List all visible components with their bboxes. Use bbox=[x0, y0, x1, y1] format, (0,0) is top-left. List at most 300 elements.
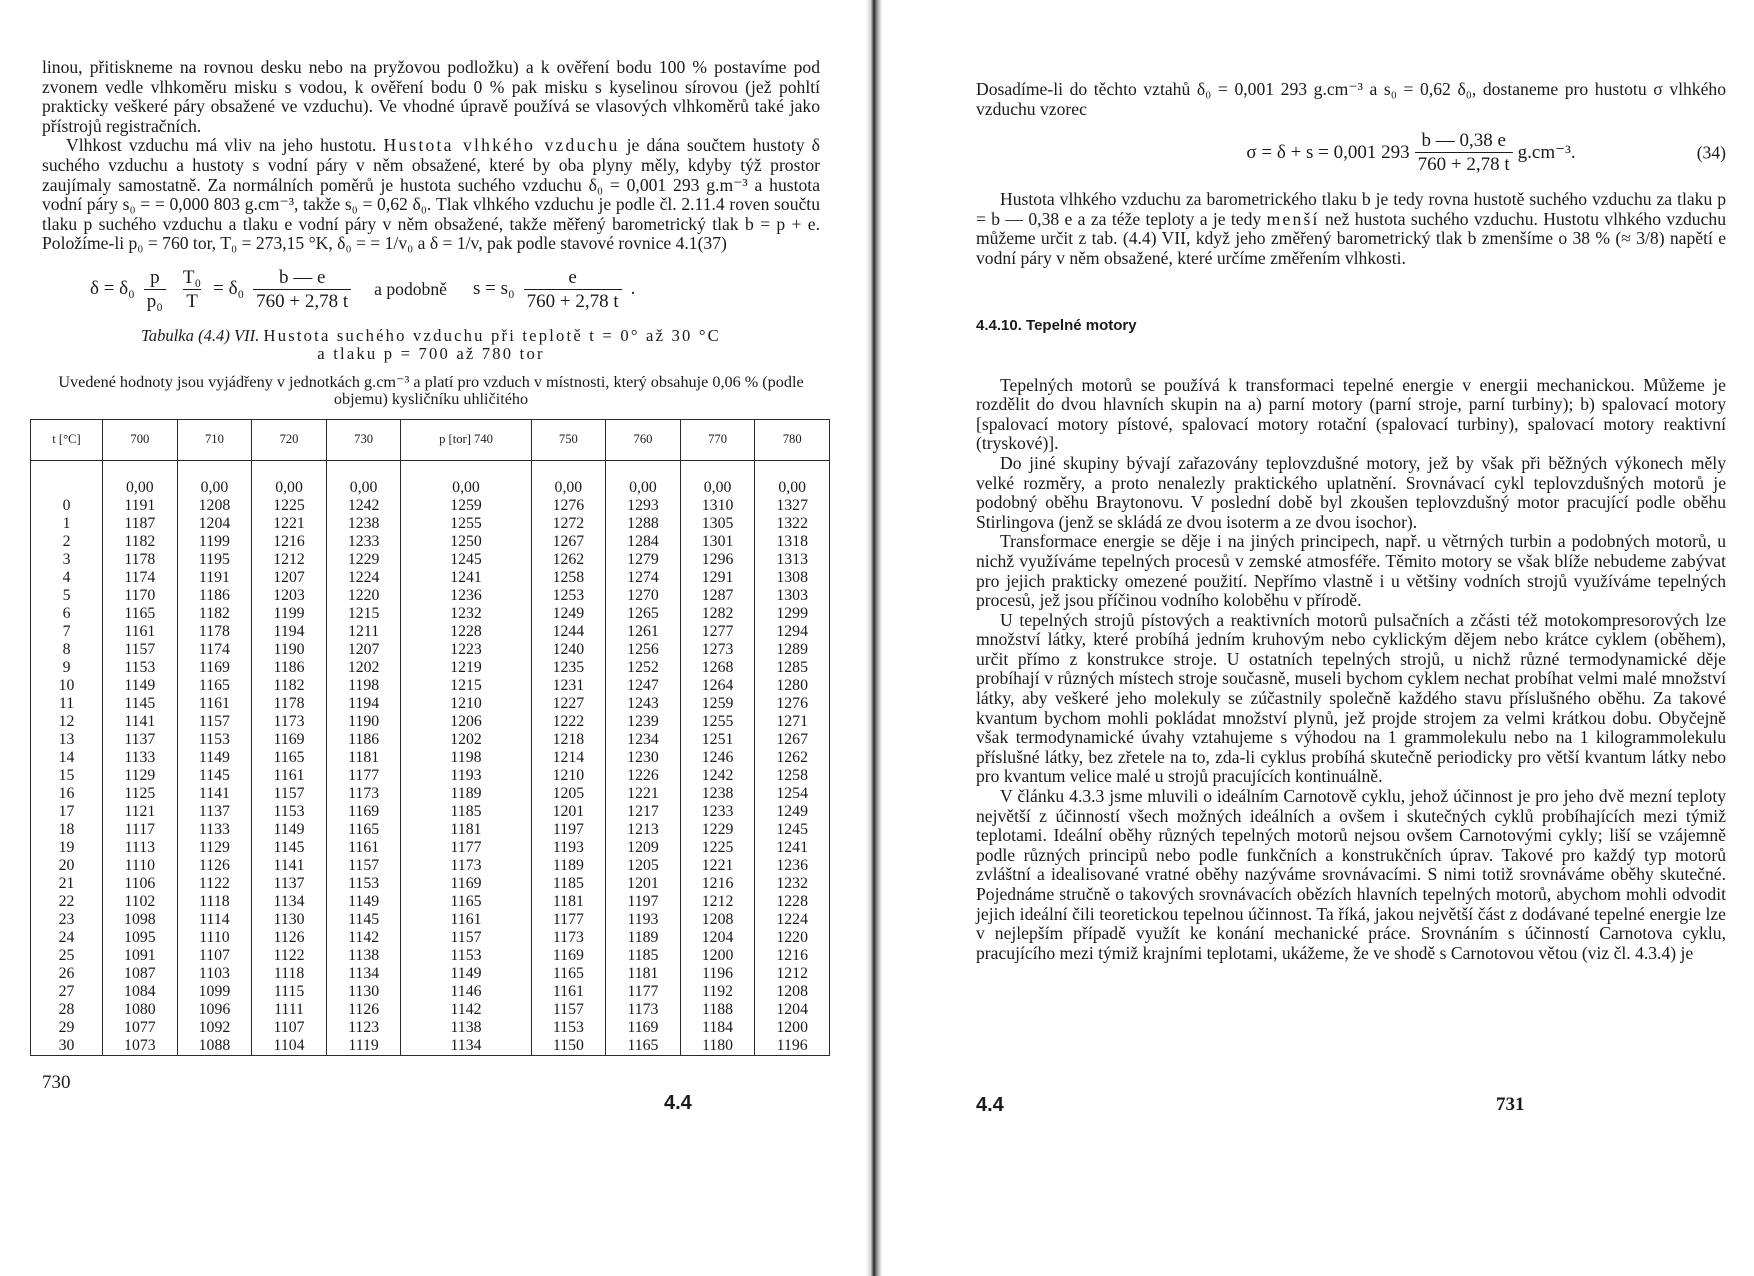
table-cell: 1294 bbox=[755, 623, 830, 641]
table-cell: 1134 bbox=[326, 965, 401, 983]
table-cell: 1169 bbox=[401, 875, 531, 893]
table-cell: 1220 bbox=[326, 587, 401, 605]
table-cell: 1165 bbox=[606, 1037, 681, 1056]
table-row bbox=[31, 929, 830, 947]
table-cell: 1254 bbox=[755, 785, 830, 803]
table-cell: 1212 bbox=[680, 893, 755, 911]
table-row bbox=[31, 677, 830, 695]
table-cell: 16 bbox=[31, 785, 103, 803]
table-prefix-cell: 0,00 bbox=[755, 460, 830, 497]
table-cell: 1186 bbox=[252, 659, 327, 677]
table-cell: 5 bbox=[31, 587, 103, 605]
section-heading: 4.4.10. Tepelné motory bbox=[976, 316, 1137, 334]
table-cell: 1229 bbox=[326, 551, 401, 569]
equation-34: σ = δ + s = 0,001 293 $\frac{b — 0,38 e}{760 + 2,78 t}$ g.cm⁻³. (34) bbox=[1246, 130, 1726, 176]
table-cell: 1088 bbox=[177, 1037, 252, 1056]
table-cell: 1241 bbox=[401, 569, 531, 587]
table-cell: 1192 bbox=[680, 983, 755, 1001]
table-cell: 1165 bbox=[252, 749, 327, 767]
table-header-cell: 710 bbox=[177, 419, 252, 460]
table-cell: 1190 bbox=[326, 713, 401, 731]
table-row bbox=[31, 533, 830, 551]
table-cell: 1113 bbox=[103, 839, 178, 857]
table-cell: 1264 bbox=[680, 677, 755, 695]
table-cell: 1157 bbox=[103, 641, 178, 659]
table-header-cell: 770 bbox=[680, 419, 755, 460]
table-cell: 1196 bbox=[755, 1037, 830, 1056]
table-cell: 1184 bbox=[680, 1019, 755, 1037]
table-cell: 1107 bbox=[177, 947, 252, 965]
table-cell: 23 bbox=[31, 911, 103, 929]
table-cell: 1301 bbox=[680, 533, 755, 551]
table-row bbox=[31, 1001, 830, 1019]
table-cell: 1217 bbox=[606, 803, 681, 821]
table-header-cell: 780 bbox=[755, 419, 830, 460]
table-cell: 1239 bbox=[606, 713, 681, 731]
right-page bbox=[884, 0, 1754, 1276]
table-cell: 1245 bbox=[755, 821, 830, 839]
table-body bbox=[31, 460, 830, 1055]
table-cell: 1174 bbox=[177, 641, 252, 659]
table-row bbox=[31, 569, 830, 587]
table-cell: 28 bbox=[31, 1001, 103, 1019]
table-cell: 1149 bbox=[401, 965, 531, 983]
spaced-term: Hustota vlhkého vzduchu bbox=[383, 135, 620, 156]
table-row bbox=[31, 551, 830, 569]
table-cell: 1233 bbox=[326, 533, 401, 551]
table-cell: 1280 bbox=[755, 677, 830, 695]
table-cell: 1204 bbox=[177, 515, 252, 533]
table-cell: 1165 bbox=[531, 965, 606, 983]
table-cell: 24 bbox=[31, 929, 103, 947]
fraction-t: $\frac{\text{T₀}}{T}$ bbox=[182, 266, 202, 312]
table-cell: 1181 bbox=[606, 965, 681, 983]
page-number-left: 730 bbox=[42, 1072, 71, 1093]
table-cell: 1169 bbox=[606, 1019, 681, 1037]
table-cell: 1310 bbox=[680, 497, 755, 515]
table-cell: 1233 bbox=[680, 803, 755, 821]
table-row bbox=[31, 641, 830, 659]
table-cell: 1077 bbox=[103, 1019, 178, 1037]
table-cell: 1133 bbox=[103, 749, 178, 767]
table-cell: 1210 bbox=[401, 695, 531, 713]
table-cell: 1122 bbox=[177, 875, 252, 893]
table-cell: 22 bbox=[31, 893, 103, 911]
table-cell: 1246 bbox=[680, 749, 755, 767]
table-cell: 1165 bbox=[103, 605, 178, 623]
table-cell: 1133 bbox=[177, 821, 252, 839]
section-mark-left: 4.4 bbox=[664, 1092, 692, 1114]
table-cell: 1174 bbox=[103, 569, 178, 587]
table-cell: 1173 bbox=[326, 785, 401, 803]
table-cell: 1211 bbox=[326, 623, 401, 641]
table-row bbox=[31, 983, 830, 1001]
table-cell: 1173 bbox=[252, 713, 327, 731]
table-cell: 1224 bbox=[326, 569, 401, 587]
table-cell: 1205 bbox=[606, 857, 681, 875]
table-row bbox=[31, 875, 830, 893]
table-cell: 1271 bbox=[755, 713, 830, 731]
table-cell: 1225 bbox=[252, 497, 327, 515]
table-cell: 1226 bbox=[606, 767, 681, 785]
table-cell: 1161 bbox=[531, 983, 606, 1001]
table-cell: 1234 bbox=[606, 731, 681, 749]
table-cell: 1221 bbox=[606, 785, 681, 803]
table-cell: 1249 bbox=[531, 605, 606, 623]
table-cell: 1274 bbox=[606, 569, 681, 587]
table-cell: 1277 bbox=[680, 623, 755, 641]
table-cell: 1194 bbox=[252, 623, 327, 641]
table-cell: 1153 bbox=[103, 659, 178, 677]
table-cell: 1215 bbox=[326, 605, 401, 623]
table-cell: 1242 bbox=[326, 497, 401, 515]
table-cell: 1262 bbox=[755, 749, 830, 767]
table-cell: 1219 bbox=[401, 659, 531, 677]
table-cell: 1169 bbox=[252, 731, 327, 749]
table-cell: 1194 bbox=[326, 695, 401, 713]
table-cell: 1111 bbox=[252, 1001, 327, 1019]
table-cell: 11 bbox=[31, 695, 103, 713]
table-cell: 1208 bbox=[680, 911, 755, 929]
table-cell: 1177 bbox=[531, 911, 606, 929]
table-cell: 1153 bbox=[177, 731, 252, 749]
table-cell: 1293 bbox=[606, 497, 681, 515]
table-cell: 1150 bbox=[531, 1037, 606, 1056]
table-cell: 1267 bbox=[755, 731, 830, 749]
table-cell: 1141 bbox=[177, 785, 252, 803]
table-cell: 1215 bbox=[401, 677, 531, 695]
table-cell: 1240 bbox=[531, 641, 606, 659]
table-cell: 1223 bbox=[401, 641, 531, 659]
paragraph-intro: Dosadíme-li do těchto vztahů δ₀ = 0,001 293 g.cm⁻³ a s₀ = 0,62 δ₀, dostaneme pro hustotu σ vlhkého vzduchu vzorec bbox=[976, 79, 1726, 119]
table-cell: 1153 bbox=[326, 875, 401, 893]
table-cell: 1178 bbox=[252, 695, 327, 713]
table-cell: 1153 bbox=[401, 947, 531, 965]
paragraph-humid-density: Hustota vlhkého vzduchu za barometrického tlaku b je tedy rovna hustotě suchého vzduchu za tlaku p = b — 0,38 e a za téže teploty a je tedy menší než hustota suchého vzduchu. Hustotu vlhkého vzduchu můžeme určit z tab. (4.4) VII, když jeho změřený barometrický tlak b zmenšíme o 38 % (≈ 3/8) napětí e vodní páry v něm obsažené, které určíme změřením vlhkosti. bbox=[976, 189, 1726, 268]
table-cell: 1118 bbox=[177, 893, 252, 911]
table-cell: 1227 bbox=[531, 695, 606, 713]
table-cell: 1230 bbox=[606, 749, 681, 767]
density-table-grid bbox=[30, 419, 830, 1056]
table-cell: 1261 bbox=[606, 623, 681, 641]
table-cell: 1206 bbox=[401, 713, 531, 731]
table-cell: 1285 bbox=[755, 659, 830, 677]
table-cell: 1208 bbox=[755, 983, 830, 1001]
table-cell: 1249 bbox=[755, 803, 830, 821]
table-cell: 1202 bbox=[326, 659, 401, 677]
table-cell: 1115 bbox=[252, 983, 327, 1001]
table-cell: 1197 bbox=[531, 821, 606, 839]
table-row bbox=[31, 893, 830, 911]
paragraph-2: Do jiné skupiny bývají zařazovány teplovzdušné motory, jež by však při běžných výkonech měly velké rozměry, a proto nenalezly praktického uplatnění. Srovnávací cykl teplovzdušných motorů je podobný oběhu Braytonovu. V poslední době byl zkoušen teplovzdušný motor pracující podle oběhu Stirlingova (jenž se skládá ze dvou isoterm a ze dvou isochor). bbox=[976, 452, 1726, 532]
table-cell: 1149 bbox=[103, 677, 178, 695]
table-cell: 1 bbox=[31, 515, 103, 533]
table-cell: 1276 bbox=[531, 497, 606, 515]
table-row bbox=[31, 821, 830, 839]
table-cell: 1121 bbox=[103, 803, 178, 821]
table-cell: 1181 bbox=[326, 749, 401, 767]
table-header-row bbox=[31, 419, 830, 460]
table-cell: 1169 bbox=[177, 659, 252, 677]
table-row bbox=[31, 731, 830, 749]
table-prefix-cell: 0,00 bbox=[606, 460, 681, 497]
table-cell: 1198 bbox=[401, 749, 531, 767]
table-cell: 1199 bbox=[177, 533, 252, 551]
table-cell: 1276 bbox=[755, 695, 830, 713]
table-cell: 1084 bbox=[103, 983, 178, 1001]
table-cell: 1327 bbox=[755, 497, 830, 515]
table-cell: 1204 bbox=[755, 1001, 830, 1019]
table-cell: 1236 bbox=[755, 857, 830, 875]
table-cell: 1102 bbox=[103, 893, 178, 911]
table-row bbox=[31, 857, 830, 875]
table-cell: 1157 bbox=[401, 929, 531, 947]
table-cell: 1193 bbox=[531, 839, 606, 857]
table-cell: 1181 bbox=[401, 821, 531, 839]
table-row bbox=[31, 713, 830, 731]
table-caption: Tabulka (4.4) VII. Hustota suchého vzduchu při teplotě t = 0° až 30 °C a tlaku p = 700 až 780 tor bbox=[141, 325, 721, 364]
table-cell: 1165 bbox=[401, 893, 531, 911]
table-cell: 1092 bbox=[177, 1019, 252, 1037]
table-cell: 1318 bbox=[755, 533, 830, 551]
table-cell: 1247 bbox=[606, 677, 681, 695]
table-cell: 6 bbox=[31, 605, 103, 623]
table-cell: 1243 bbox=[606, 695, 681, 713]
table-cell: 1201 bbox=[531, 803, 606, 821]
left-page bbox=[0, 0, 872, 1276]
fraction-b-038e: $\frac{b — 0,38 e}{760 + 2,78 t}$ bbox=[1415, 131, 1513, 174]
table-cell: 1193 bbox=[606, 911, 681, 929]
table-cell: 1126 bbox=[252, 929, 327, 947]
table-header-cell: t [°C] bbox=[31, 419, 103, 460]
table-cell: 13 bbox=[31, 731, 103, 749]
table-header-cell: 760 bbox=[606, 419, 681, 460]
table-cell: 1149 bbox=[326, 893, 401, 911]
table-row bbox=[31, 749, 830, 767]
table-cell: 10 bbox=[31, 677, 103, 695]
table-cell: 1110 bbox=[177, 929, 252, 947]
table-cell: 1212 bbox=[755, 965, 830, 983]
table-cell: 1232 bbox=[755, 875, 830, 893]
table-cell: 1236 bbox=[401, 587, 531, 605]
table-cell: 1137 bbox=[177, 803, 252, 821]
table-cell: 1252 bbox=[606, 659, 681, 677]
table-cell: 1202 bbox=[401, 731, 531, 749]
table-cell: 1173 bbox=[531, 929, 606, 947]
table-cell: 1284 bbox=[606, 533, 681, 551]
paragraph-1: Tepelných motorů se používá k transformaci tepelné energie v energii mechanickou. Můžeme je rozdělit do dvou hlavních skupin na a) parní motory (parní stroje, parní turbiny); b) spalovací motory [spalovací motory pístové, spalovací motory rotační (spalovací turbiny), spalovací motory reaktivní (tryskové)]. bbox=[976, 374, 1726, 454]
table-cell: 1187 bbox=[103, 515, 178, 533]
table-cell: 26 bbox=[31, 965, 103, 983]
table-cell: 1181 bbox=[531, 893, 606, 911]
table-cell: 8 bbox=[31, 641, 103, 659]
table-cell: 1250 bbox=[401, 533, 531, 551]
table-cell: 1195 bbox=[177, 551, 252, 569]
table-cell: 1204 bbox=[680, 929, 755, 947]
table-cell: 1296 bbox=[680, 551, 755, 569]
density-table bbox=[30, 419, 830, 1056]
table-header-cell: 750 bbox=[531, 419, 606, 460]
table-cell: 1138 bbox=[401, 1019, 531, 1037]
table-cell: 1141 bbox=[103, 713, 178, 731]
table-cell: 1126 bbox=[177, 857, 252, 875]
table-cell: 1322 bbox=[755, 515, 830, 533]
table-cell: 1196 bbox=[680, 965, 755, 983]
table-cell: 3 bbox=[31, 551, 103, 569]
table-cell: 1216 bbox=[755, 947, 830, 965]
table-row bbox=[31, 947, 830, 965]
table-header-cell: 730 bbox=[326, 419, 401, 460]
table-cell: 1134 bbox=[252, 893, 327, 911]
table-header-cell: 700 bbox=[103, 419, 178, 460]
table-cell: 1178 bbox=[177, 623, 252, 641]
table-cell: 1256 bbox=[606, 641, 681, 659]
table-cell: 1209 bbox=[606, 839, 681, 857]
table-cell: 1228 bbox=[755, 893, 830, 911]
table-cell: 1096 bbox=[177, 1001, 252, 1019]
table-cell: 1216 bbox=[252, 533, 327, 551]
table-cell: 1203 bbox=[252, 587, 327, 605]
table-cell: 1182 bbox=[103, 533, 178, 551]
paragraph-4: U tepelných strojů pístových a reaktivních motorů pulsačních a zčásti též motokompresorových lze množství látky, které probíhá jedním kruhovým nebo cyklickým dějem nebo krátce cyklem (oběhem), určit přímo z konstrukce stroje. U ostatních tepelných strojů, u nichž různé termodynamické děje probíhají v různých místech stroje současně, museli bychom cyklem nechat probíhat velmi malé množství látky, aby veškeré jeho molekuly se zúčastnily společně každého stavu příslušného oběhu. Za takové kvantum bychom mohli pokládat množství plynů, jež projde strojem za velmi krátkou dobu. Obyčejně však termodynamické úvahy vztahujeme s výhodou na 1 grammolekulu nebo na 1 kilogrammolekulu příslušné látky, bez zřetele na to, zda-li cyklus probíhá skutečně periodicky pro větší kvantum látky nebo pro kvantum velice malé u strojů pracujících kontinuálně. bbox=[976, 609, 1726, 787]
table-cell: 1291 bbox=[680, 569, 755, 587]
table-cell: 30 bbox=[31, 1037, 103, 1056]
table-cell: 1099 bbox=[177, 983, 252, 1001]
table-prefix-cell: 0,00 bbox=[401, 460, 531, 497]
table-cell: 19 bbox=[31, 839, 103, 857]
table-cell: 1189 bbox=[606, 929, 681, 947]
table-row bbox=[31, 605, 830, 623]
table-cell: 1145 bbox=[103, 695, 178, 713]
table-cell: 1207 bbox=[326, 641, 401, 659]
table-cell: 1231 bbox=[531, 677, 606, 695]
table-cell: 1267 bbox=[531, 533, 606, 551]
table-cell: 1165 bbox=[177, 677, 252, 695]
table-row bbox=[31, 1019, 830, 1037]
table-cell: 1279 bbox=[606, 551, 681, 569]
table-row bbox=[31, 767, 830, 785]
table-row bbox=[31, 911, 830, 929]
table-cell: 1258 bbox=[531, 569, 606, 587]
table-cell: 1185 bbox=[606, 947, 681, 965]
table-cell: 1177 bbox=[606, 983, 681, 1001]
fraction-p: $\frac{p}{\text{p₀}}$ bbox=[144, 268, 166, 311]
table-cell: 1255 bbox=[401, 515, 531, 533]
table-cell: 1200 bbox=[680, 947, 755, 965]
table-cell: 1238 bbox=[680, 785, 755, 803]
table-cell: 1091 bbox=[103, 947, 178, 965]
table-cell: 1180 bbox=[680, 1037, 755, 1056]
table-cell: 1259 bbox=[401, 497, 531, 515]
table-cell: 1288 bbox=[606, 515, 681, 533]
table-cell: 1117 bbox=[103, 821, 178, 839]
table-cell: 29 bbox=[31, 1019, 103, 1037]
table-cell: 1123 bbox=[326, 1019, 401, 1037]
section-mark-right: 4.4 bbox=[976, 1094, 1004, 1116]
table-cell: 1161 bbox=[326, 839, 401, 857]
table-cell: 1185 bbox=[401, 803, 531, 821]
table-cell: 1191 bbox=[177, 569, 252, 587]
table-cell: 1104 bbox=[252, 1037, 327, 1056]
table-cell: 1245 bbox=[401, 551, 531, 569]
table-cell: 1253 bbox=[531, 587, 606, 605]
table-cell: 1244 bbox=[531, 623, 606, 641]
table-cell: 1134 bbox=[401, 1037, 531, 1056]
table-cell: 1255 bbox=[680, 713, 755, 731]
table-cell: 1272 bbox=[531, 515, 606, 533]
table-cell: 1107 bbox=[252, 1019, 327, 1037]
table-cell: 1153 bbox=[531, 1019, 606, 1037]
table-cell: 1273 bbox=[680, 641, 755, 659]
equation-number: (34) bbox=[1696, 142, 1726, 163]
table-cell: 1114 bbox=[177, 911, 252, 929]
table-cell: 1182 bbox=[177, 605, 252, 623]
table-row bbox=[31, 659, 830, 677]
table-prefix-cell: 0,00 bbox=[680, 460, 755, 497]
table-cell: 25 bbox=[31, 947, 103, 965]
page-number-right: 731 bbox=[1496, 1094, 1525, 1115]
table-cell: 1270 bbox=[606, 587, 681, 605]
table-cell: 1185 bbox=[531, 875, 606, 893]
table-prefix-cell bbox=[31, 460, 103, 497]
table-row bbox=[31, 695, 830, 713]
table-cell: 1098 bbox=[103, 911, 178, 929]
table-cell: 7 bbox=[31, 623, 103, 641]
paragraph-air-density: Vlhkost vzduchu má vliv na jeho hustotu. Hustota vlhkého vzduchu je dána součtem hustoty δ suchého vzduchu a hustoty s vodní páry v něm obsažené, které by oba plyny měly, kdyby týž prostor zaujímaly samostatně. Za normálních poměrů je hustota suchého vzduchu δ₀ = 0,001 293 g.m⁻³ a hustota vodní páry s₀ = = 0,000 803 g.cm⁻³, takže s₀ = 0,62 δ₀. Tlak vlhkého vzduchu je podle čl. 2.11.4 roven součtu tlaku p suchého vzduchu a tlaku e vodní páry v něm obsažené, takže měřený barometrický tlak b = p + e. Položíme-li p₀ = 760 tor, T₀ = 273,15 °K, δ₀ = = 1/v₀ a δ = 1/v, pak podle stavové rovnice 4.1(37) bbox=[42, 135, 820, 254]
table-cell: 1213 bbox=[606, 821, 681, 839]
table-cell: 1186 bbox=[177, 587, 252, 605]
table-cell: 1235 bbox=[531, 659, 606, 677]
table-cell: 1228 bbox=[401, 623, 531, 641]
table-cell: 1157 bbox=[252, 785, 327, 803]
table-cell: 1225 bbox=[680, 839, 755, 857]
table-cell: 1173 bbox=[606, 1001, 681, 1019]
table-cell: 1188 bbox=[680, 1001, 755, 1019]
table-prefix-cell: 0,00 bbox=[252, 460, 327, 497]
table-cell: 1287 bbox=[680, 587, 755, 605]
table-header-cell: 720 bbox=[252, 419, 327, 460]
table-cell: 1080 bbox=[103, 1001, 178, 1019]
table-cell: 1177 bbox=[401, 839, 531, 857]
table-cell: 9 bbox=[31, 659, 103, 677]
table-cell: 1110 bbox=[103, 857, 178, 875]
table-cell: 1157 bbox=[177, 713, 252, 731]
table-cell: 1224 bbox=[755, 911, 830, 929]
table-cell: 1189 bbox=[401, 785, 531, 803]
table-cell: 1289 bbox=[755, 641, 830, 659]
paragraph-3: Transformace energie se děje i na jiných principech, např. u větrných turbin a podobných motorů, u nichž využíváme tepelných procesů v zemské atmosféře. Těmito motory se však blíže nebudeme zabývat pro jejich prakticky omezené použití. Nepřímo vlastně i u většiny vodních strojů využíváme tepelných procesů, jež jsou příčinou vodního koloběhu v přírodě. bbox=[976, 531, 1726, 611]
table-cell: 1153 bbox=[252, 803, 327, 821]
table-cell: 1198 bbox=[326, 677, 401, 695]
table-cell: 1308 bbox=[755, 569, 830, 587]
table-cell: 1268 bbox=[680, 659, 755, 677]
table-prefix-row bbox=[31, 460, 830, 497]
table-cell: 12 bbox=[31, 713, 103, 731]
table-cell: 1177 bbox=[326, 767, 401, 785]
table-cell: 1087 bbox=[103, 965, 178, 983]
table-cell: 1129 bbox=[177, 839, 252, 857]
table-note: Uvedené hodnoty jsou vyjádřeny v jednotkách g.cm⁻³ a platí pro vzduch v místnosti, který obsahuje 0,06 % (podle objemu) kysličníku uhličitého bbox=[58, 372, 804, 409]
table-cell: 1220 bbox=[755, 929, 830, 947]
table-cell: 1242 bbox=[680, 767, 755, 785]
density-equation: δ = δ₀ $\frac{p}{\text{p₀}}$ $\frac{\text{T₀}}{T}$ = δ₀ $\frac{b — e}{760 + 2,78 t}$ a podobně s = s₀ $\frac{e}{760 + 2,78 t}$ . bbox=[90, 266, 636, 312]
table-cell: 1251 bbox=[680, 731, 755, 749]
table-cell: 1199 bbox=[252, 605, 327, 623]
table-cell: 20 bbox=[31, 857, 103, 875]
table-cell: 27 bbox=[31, 983, 103, 1001]
paragraph-5: V článku 4.3.3 jsme mluvili o ideálním Carnotově cyklu, jehož účinnost je pro jeho dvě mezní teploty největší z účinností všech možných ideálních a ovšem i skutečných cyklů probíhajících mezi týmiž teplotami. Ideální oběhy různých tepelných motorů nejsou ovšem Carnotovými cykly; liší se vzájemně podle různých principů nebo podle funkčních a konstrukčních úprav. Takové pro každý typ motorů zvláštní a idealisované vratné oběhy nazýváme srovnávacími. S nimi totiž srovnáváme oběhy skutečné. Pojednáme stručně o takových srovnávacích obězích hlavních tepelných motorů, abychom mohli odvodit jejich ideální čili teoretickou tepelnou účinnost. Ta říká, jakou největší část z dodávané tepelné energie lze v nejlepším případě využít ke konání mechanické práce. Srovnáním s účinností Carnotova cyklu, pracujícího mezi týmiž krajními teplotami, ukážeme, že ve shodě s Carnotovou větou (viz čl. 4.3.4) je bbox=[976, 786, 1726, 963]
table-cell: 1222 bbox=[531, 713, 606, 731]
